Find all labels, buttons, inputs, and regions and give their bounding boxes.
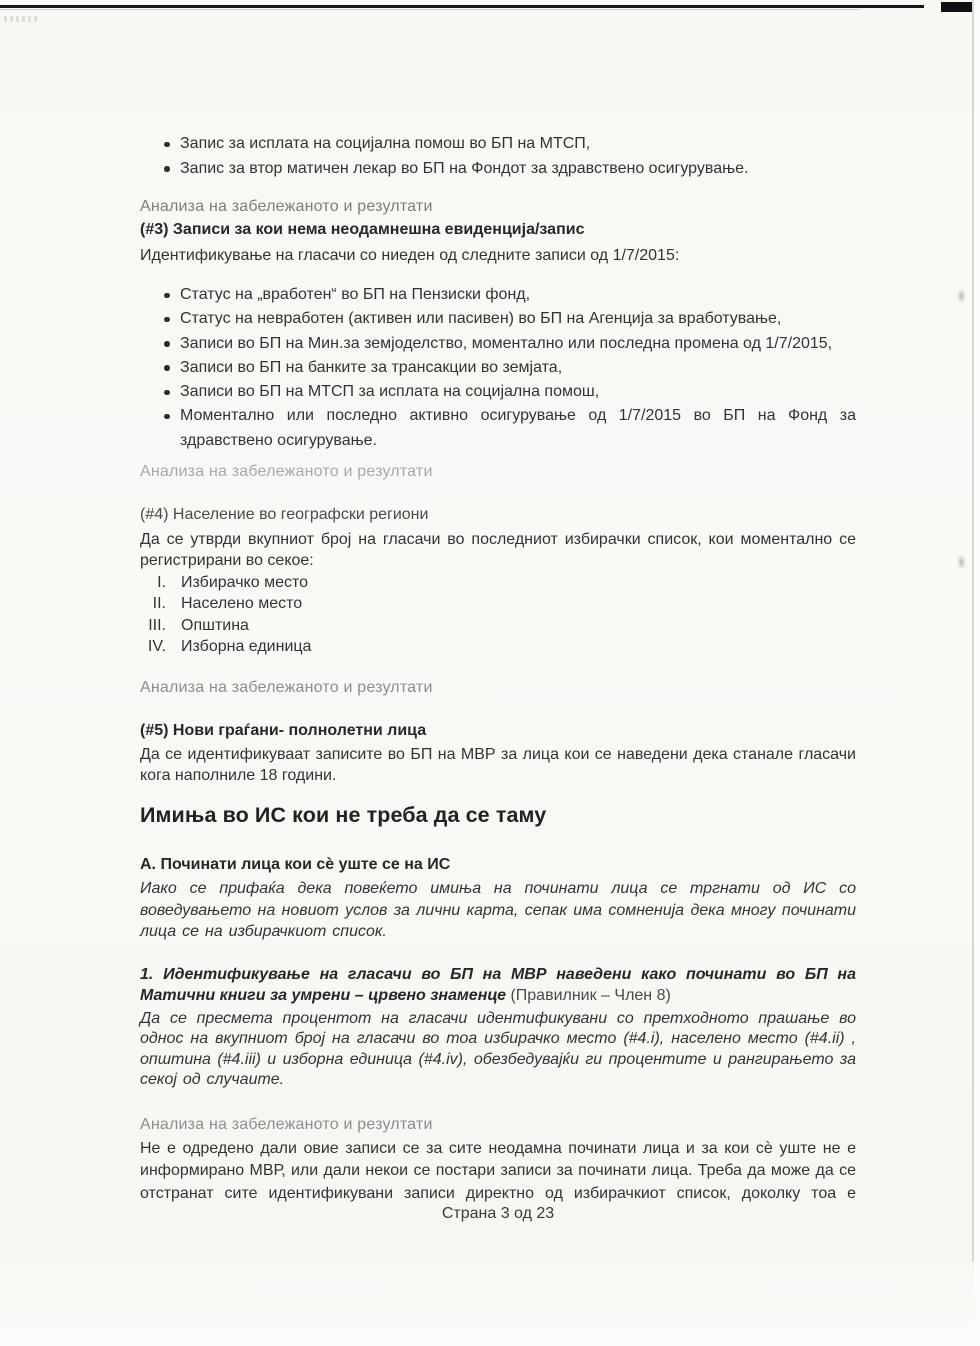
section-3-heading: (#3) Записи за кои нема неодамнешна евиденција/запис	[140, 221, 585, 238]
list-item: Запис за исплата на социјална помош во БП на МТСП,	[140, 132, 856, 157]
section-5-heading: (#5) Нови граѓани- полнолетни лица	[140, 722, 427, 739]
section-a-heading: А. Починати лица кои сѐ уште се на ИС	[140, 856, 451, 873]
list-item-label: Избирачко место	[181, 574, 309, 591]
list-item	[140, 593, 856, 614]
scan-artifact	[957, 288, 966, 304]
section-3-intro: Идентификување на гласачи со ниеден од следните записи од 1/7/2015:	[140, 247, 680, 264]
analysis-label: Анализа на забележаното и резултати	[140, 198, 433, 215]
item-1-body: Да се пресмета процентот на гласачи идентификувани со претходното прашање во однос на вкупниот број на гласачи во тоа избирачко место (#4.i), населено место (#4.ii) , општина (#4.iii) и изборна единица (#4.iv), обезбедувајќи ги процентите и рангирањето за секој од случаите.	[140, 1010, 856, 1089]
list-marker: I.	[157, 574, 166, 591]
list-marker: II.	[152, 595, 166, 613]
page-right-margin	[974, 0, 980, 1346]
item-1-heading	[140, 964, 856, 1007]
scan-edge-right	[972, 0, 974, 1262]
analysis-label: Анализа на забележаното и резултати	[140, 463, 433, 480]
list-item: Статус на невработен (активен или пасивен) во БП на Агенција за вработување,	[140, 307, 856, 331]
section-4-intro: Да се утврди вкупниот број на гласачи во последниот избирачки список, кои моментално се регистрирани во секое:	[140, 531, 856, 569]
section-4-roman-list	[140, 572, 856, 657]
analysis-label: Анализа на забележаното и резултати	[140, 1116, 433, 1133]
section-a-body: Иако се прифаќа дека повеќето имиња на починати лица се тргнати од ИС со воведувањето на новиот услов за лични карта, сепак има сомненија дека многу починати лица се на избирачкиот список.	[140, 880, 856, 941]
scan-artifact	[4, 16, 38, 22]
list-item-label: Изборна единица	[181, 637, 312, 655]
page-number: Страна 3 од 23	[441, 1205, 555, 1222]
scan-artifact	[957, 554, 966, 570]
item-1-heading-emphasis: 1. Идентификување на гласачи во БП на МВР наведени како починати во БП на Матични книги за умрени – црвено знаменце	[140, 966, 856, 1005]
list-item-label: Општина	[181, 616, 249, 634]
list-item	[140, 636, 856, 657]
list-item: Запис за втор матичен лекар во БП на Фондот за здравствено осигурување.	[140, 157, 856, 182]
closing-paragraph: Не е одредено дали овие записи се за сите неодамна починати лица и за кои сѐ уште не е информирано МВР, или дали некои се постари записи за починати лица. Треба да може да се отстранат сите идентификувани записи директно од избирачкиот список, доколку тоа е	[140, 1140, 856, 1202]
section-5-body: Да се идентификуваат записите во БП на МВР за лица кои се наведени дека станале гласачи кога наполниле 18 години.	[140, 746, 856, 784]
chapter-title: Имиња во ИС кои не треба да се таму	[140, 803, 547, 827]
analysis-label: Анализа на забележаното и резултати	[140, 679, 433, 696]
section-4-heading: (#4) Население во географски региони	[140, 506, 429, 523]
list-item: Моментално или последно активно осигурување од 1/7/2015 во БП на Фонд за здравствено осигурување.	[140, 404, 856, 453]
intro-bullet-list	[140, 132, 856, 182]
list-marker: III.	[148, 616, 166, 634]
list-item: Статус на „вработен“ во БП на Пензиски фонд,	[140, 283, 856, 307]
item-1-heading-note: (Правилник – Член 8)	[510, 987, 671, 1005]
list-item: Записи во БП на Мин.за земјоделство, моментално или последна промена од 1/7/2015,	[140, 332, 856, 356]
list-item: Записи во БП на МТСП за исплата на социјална помош,	[140, 380, 856, 404]
section-3-bullet-list	[140, 283, 856, 453]
list-item	[140, 615, 856, 636]
list-item-label: Населено место	[181, 595, 303, 613]
list-item	[140, 572, 856, 593]
document-body	[140, 0, 856, 1346]
list-marker: IV.	[147, 637, 166, 655]
list-item: Записи во БП на банките за трансакции во земјата,	[140, 356, 856, 380]
